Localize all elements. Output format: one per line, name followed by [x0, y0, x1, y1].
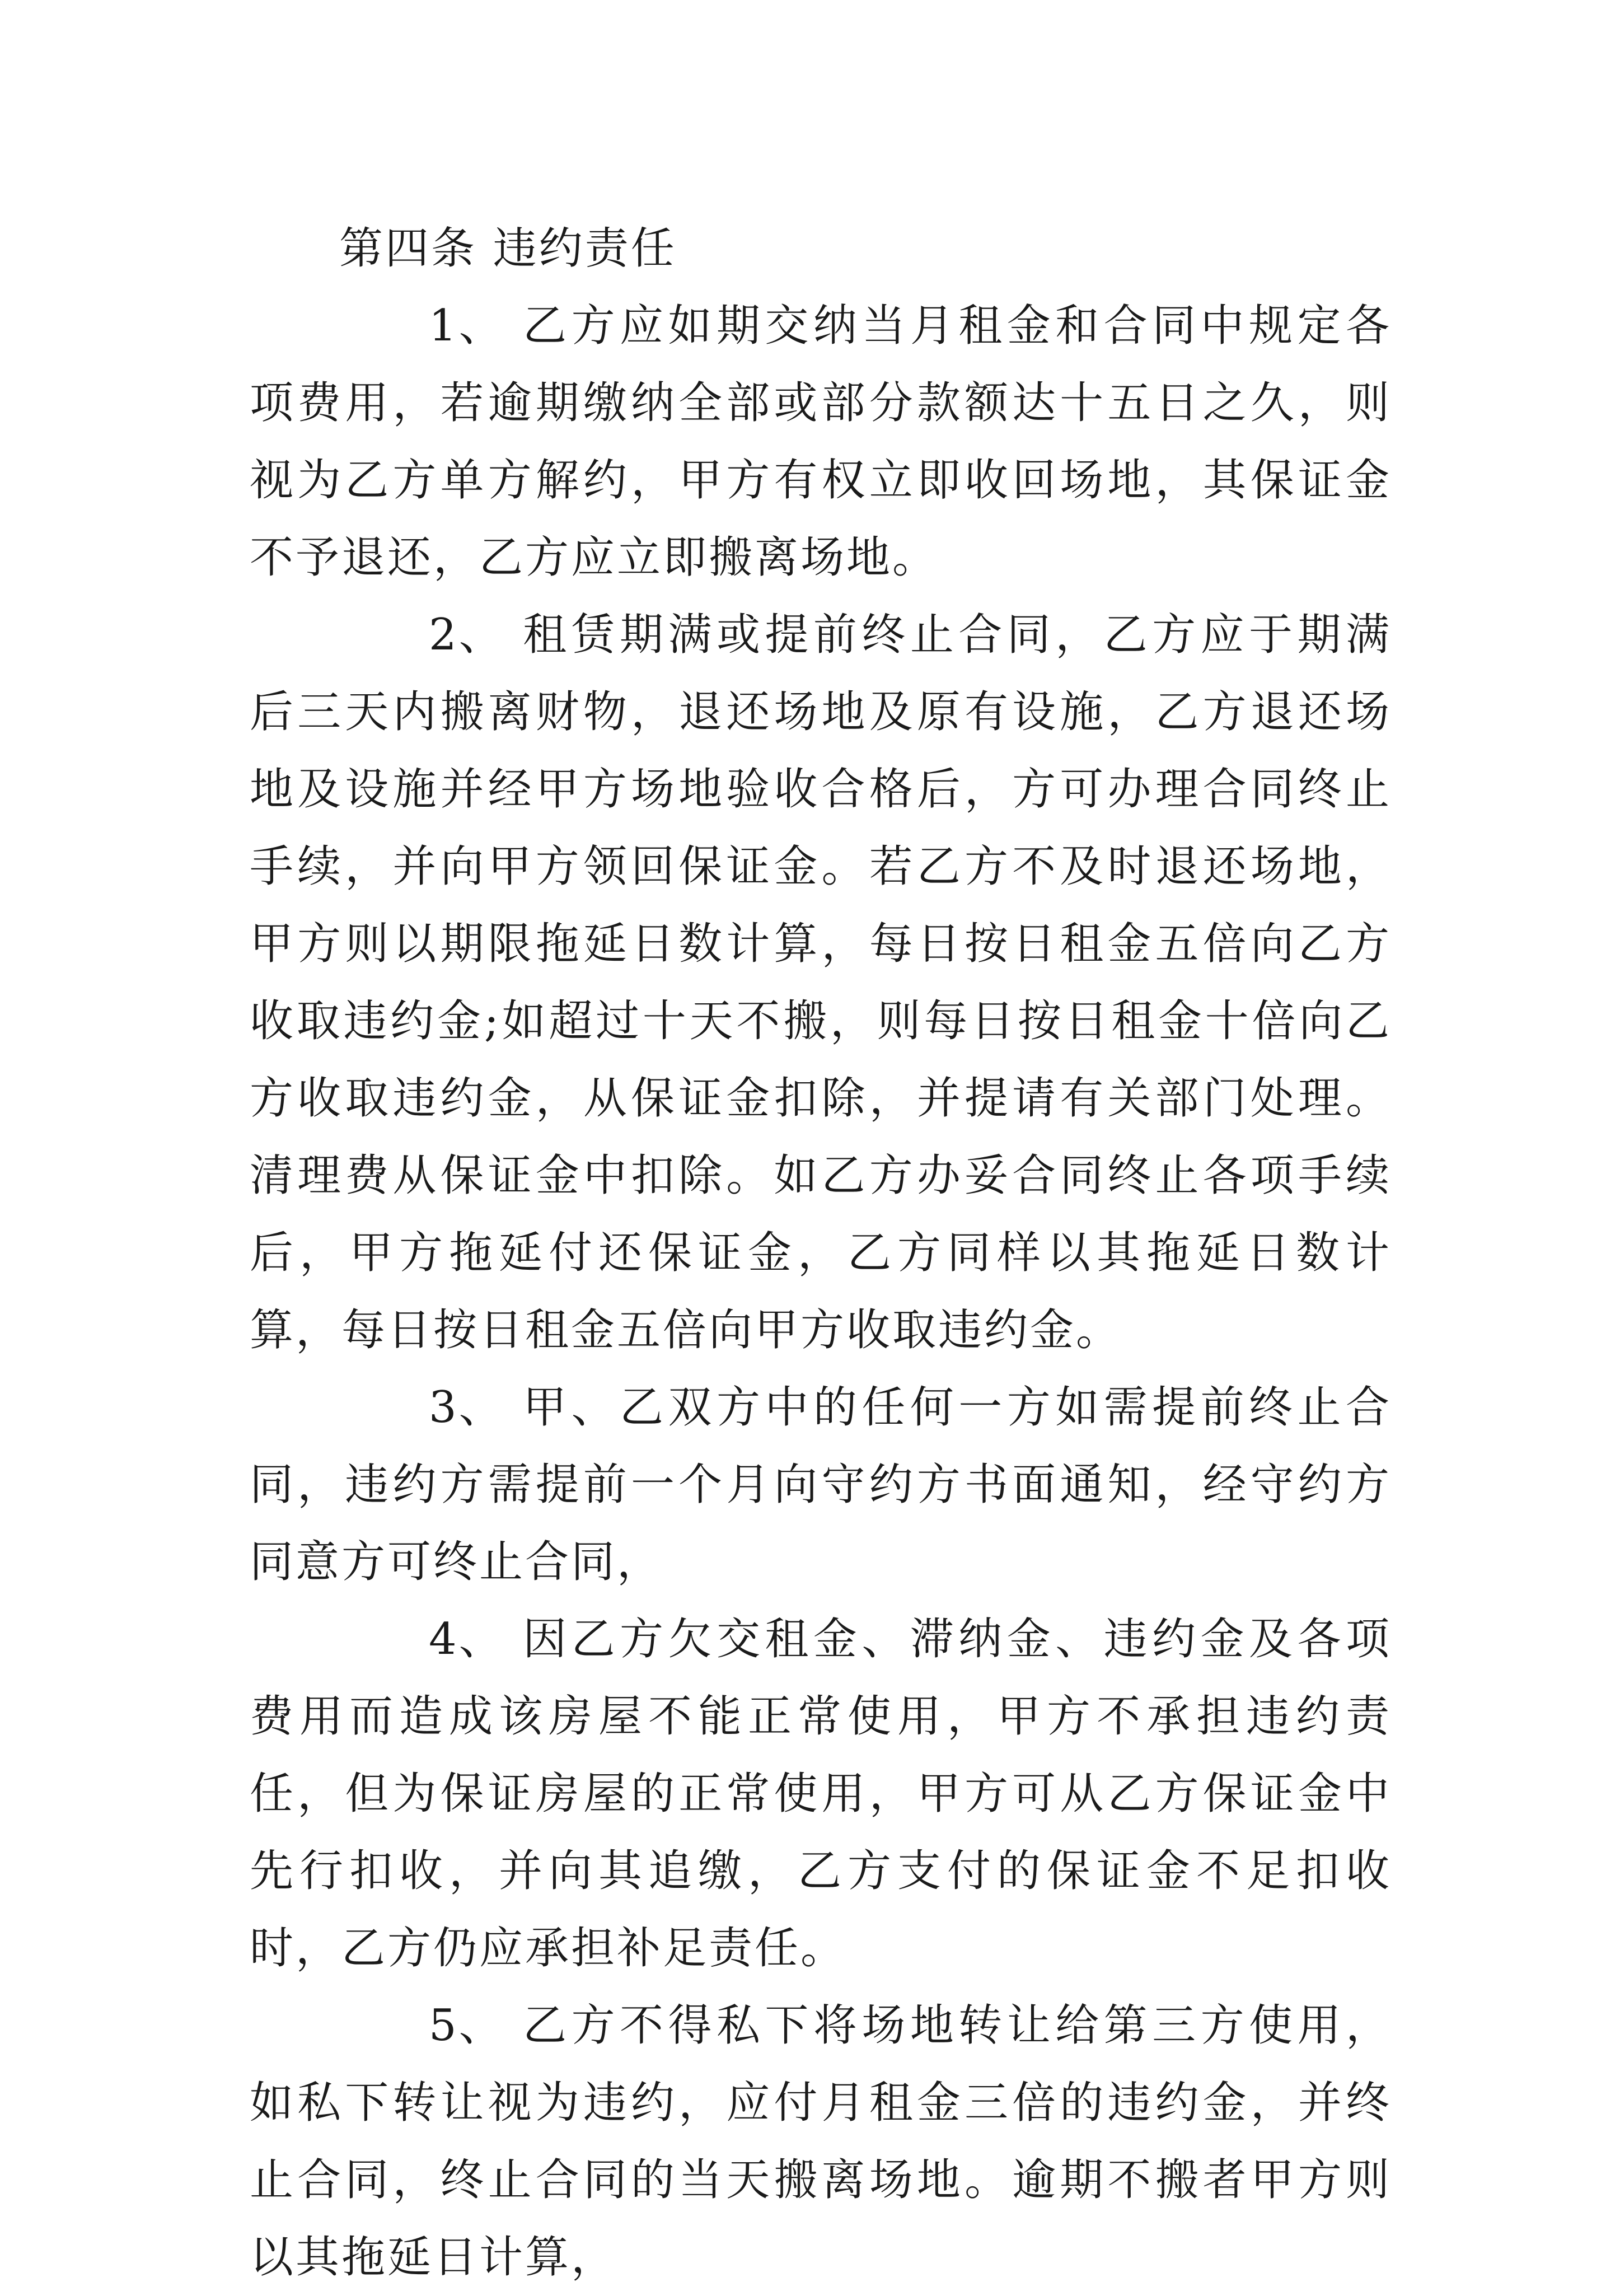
clause-text: 租赁期满或提前终止合同，乙方应于期满后三天内搬离财物，退还场地及原有设施，乙方退还场地及设施并经甲方场地验收合格后，方可办理合同终止手续，并向甲方领回保证金。若乙方不及时退还场地，甲方则以期限拖延日数计算，每日按日租金五倍向乙方收取违约金;如超过十天不搬，则每日按日租金十倍向乙方收取违约金，从保证金扣除，并提请有关部门处理。清理费从保证金中扣除。如乙方办妥合同终止各项手续后，甲方拖延付还保证金，乙方同样以其拖延日数计算，每日按日租金五倍向甲方收取违约金。 — [250, 610, 1392, 1355]
clause-4 — [250, 1601, 1392, 1987]
clause-number: 3、 — [429, 1382, 505, 1433]
clause-text: 乙方应如期交纳当月租金和合同中规定各项费用，若逾期缴纳全部或部分款额达十五日之久，则视为乙方单方解约，甲方有权立即收回场地，其保证金不予退还，乙方应立即搬离场地。 — [250, 301, 1392, 583]
clause-text: 因乙方欠交租金、滞纳金、违约金及各项费用而造成该房屋不能正常使用，甲方不承担违约责任，但为保证房屋的正常使用，甲方可从乙方保证金中先行扣收，并向其追缴，乙方支付的保证金不足扣收时，乙方仍应承担补足责任。 — [250, 1614, 1392, 1974]
clause-2 — [250, 596, 1392, 1369]
document-body — [250, 210, 1392, 2296]
clause-number: 2、 — [429, 610, 505, 660]
section-heading: 第四条 违约责任 — [339, 223, 677, 274]
clause-number: 5、 — [429, 2000, 505, 2051]
clause-3 — [250, 1369, 1392, 1601]
clause-number: 1、 — [429, 301, 505, 351]
clause-5 — [250, 1987, 1392, 2296]
clause-text: 甲、乙双方中的任何一方如需提前终止合同，违约方需提前一个月向守约方书面通知，经守约方同意方可终止合同， — [250, 1382, 1392, 1587]
clause-text: 乙方不得私下将场地转让给第三方使用，如私下转让视为违约，应付月租金三倍的违约金，并终止合同，终止合同的当天搬离场地。逾期不搬者甲方则以其拖延日计算， — [250, 2000, 1392, 2283]
clause-number: 4、 — [429, 1614, 505, 1664]
clause-1 — [250, 287, 1392, 596]
